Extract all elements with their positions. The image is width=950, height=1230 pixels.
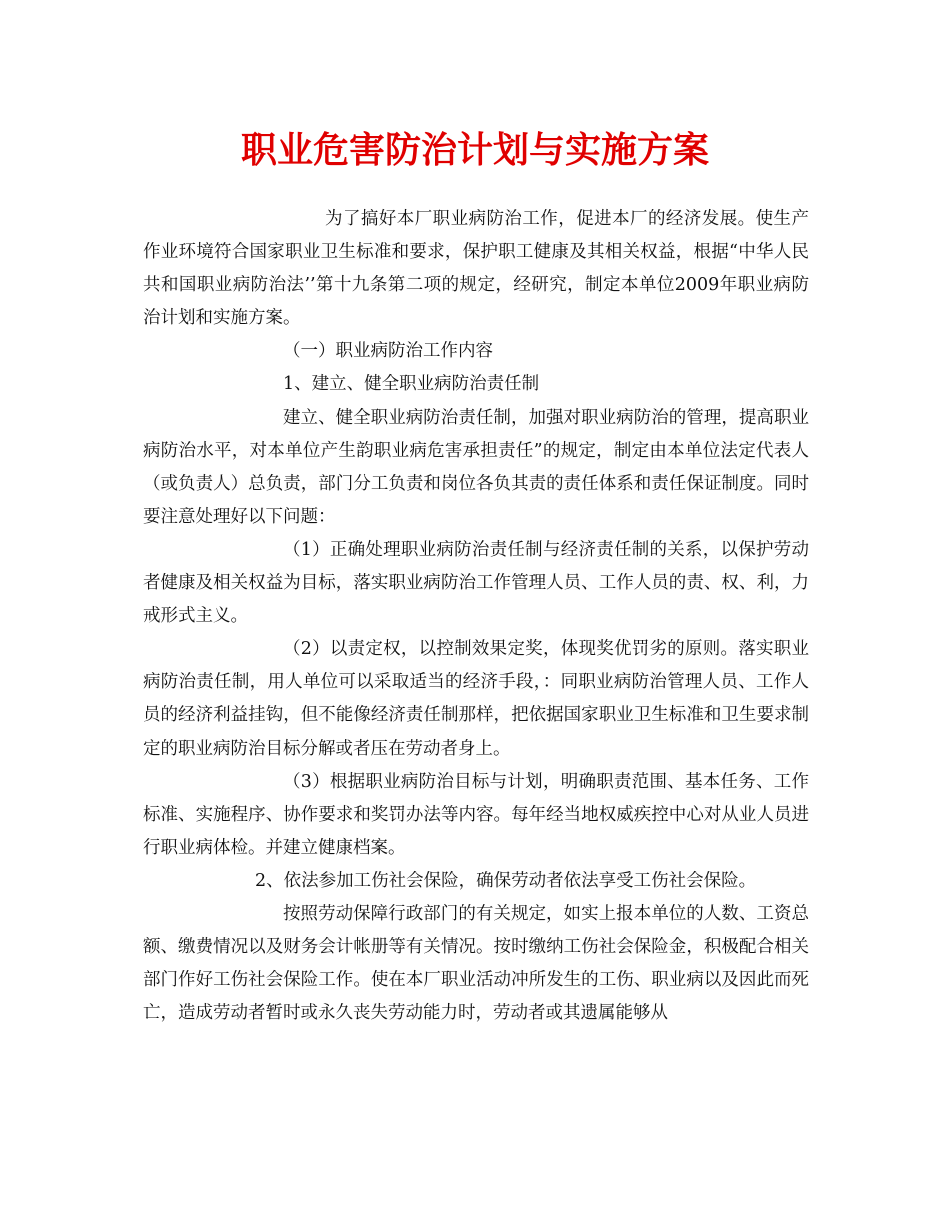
- paragraph-item-1: （1）正确处理职业病防治责任制与经济责任制的关系，以保护劳动者健康及相关权益为目标，落实职业病防治工作管理人员、工作人员的责、权、利，力戒形式主义。: [143, 539, 809, 627]
- paragraph-insurance: 按照劳动保障行政部门的有关规定，如实上报本单位的人数、工资总额、缴费情况以及财务会计帐册等有关情况。按时缴纳工伤社会保险金，积极配合相关部门作好工伤社会保险工作。使在本厂职业活动冲所发生的工伤、职业病以及因此而死亡，造成劳动者暂时或永久丧失劳动能力时，劳动者或其遗属能够从: [143, 903, 809, 1024]
- subsection-heading-2: 2、依法参加工伤社会保险，确保劳动者依法享受工伤社会保险。: [255, 870, 757, 891]
- paragraph-item-3: （3）根据职业病防治目标与计划，明确职责范围、基本任务、工作标准、实施程序、协作要求和奖罚办法等内容。每年经当地权威疾控中心对从业人员进行职业病体检。并建立健康档案。: [143, 771, 809, 858]
- section-heading-1: （一）职业病防治工作内容: [283, 341, 493, 362]
- paragraph-intro: 为了搞好本厂职业病防治工作，促进本厂的经济发展。使生产作业环境符合国家职业卫生标准和要求，保护职工健康及其相关权益，根据“中华人民共和国职业病防治法’’第十九条第二项的规定，经研究，制定本单位2009年职业病防治计划和实施方案。: [143, 209, 809, 329]
- paragraph-responsibility: 建立、健全职业病防治责任制，加强对职业病防治的管理，提高职业病防治水平，对本单位产生韵职业病危害承担责任”的规定，制定由本单位法定代表人（或负责人）总负责，部门分工负责和岗位各负其责的责任体系和责任保证制度。同时要注意处理好以下问题：: [143, 407, 809, 527]
- document-body: [143, 203, 809, 1030]
- document-title: 职业危害防治计划与实施方案: [240, 129, 709, 171]
- paragraph-item-2: （2）以责定权，以控制效果定奖，体现奖优罚劣的原则。落实职业病防治责任制，用人单位可以采取适当的经济手段，：同职业病防治管理人员、工作人员的经济利益挂钩，但不能像经济责任制那样，把依据国家职业卫生标准和卫生要求制定的职业病防治目标分解或者压在劳动者身上。: [143, 639, 809, 759]
- subsection-heading-1: 1、建立、健全职业病防治责任制: [283, 374, 540, 395]
